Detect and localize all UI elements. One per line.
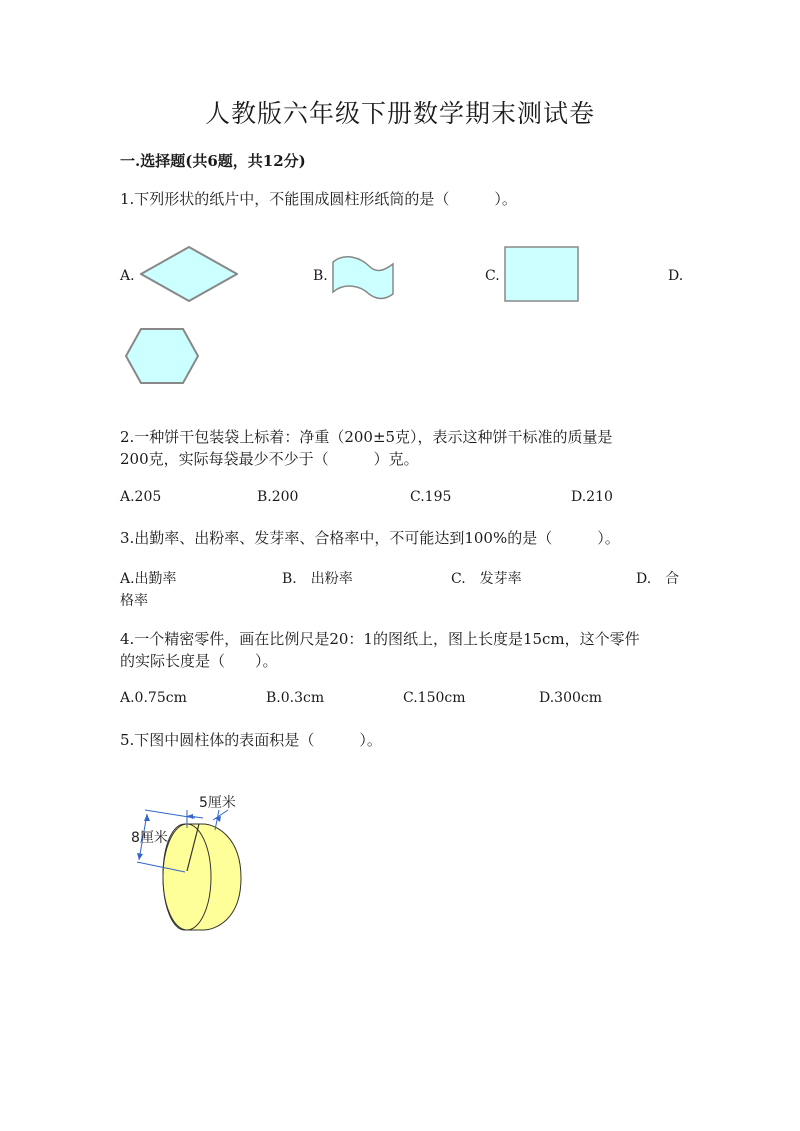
q4-option-b: B.0.3cm (266, 690, 325, 706)
question-4-line-1: 4.一个精密零件，画在比例尺是20：1的图纸上，图上长度是15cm，这个零件 (120, 630, 640, 648)
q1-option-c-label: C. (485, 268, 500, 284)
radius-label: 8厘米 (131, 830, 168, 846)
question-4-line-2: 的实际长度是（ ）。 (120, 652, 278, 670)
q2-option-b: B.200 (257, 489, 299, 505)
q1-option-d-label: D. (668, 268, 684, 284)
hexagon-figure (124, 327, 200, 385)
q3-option-d-continued: 格率 (120, 593, 148, 609)
question-3-text: 3.出勤率、出粉率、发芽率、合格率中，不可能达到100%的是（ ）。 (120, 529, 620, 547)
q2-option-c: C.195 (410, 489, 452, 505)
question-1-text: 1.下列形状的纸片中，不能围成圆柱形纸筒的是（ ）。 (120, 190, 517, 208)
q2-option-d: D.210 (571, 489, 613, 505)
q3-option-d: D. 合 (636, 571, 680, 587)
wavy-paper-figure (331, 256, 395, 302)
question-5-text: 5.下图中圆柱体的表面积是（ ）。 (120, 731, 382, 749)
question-2-line-1: 2.一种饼干包装袋上标着：净重（200±5克），表示这种饼干标准的质量是 (120, 428, 613, 446)
q4-option-a: A.0.75cm (120, 690, 187, 706)
q3-option-b: B. 出粉率 (282, 571, 353, 587)
page-title: 人教版六年级下册数学期末测试卷 (204, 99, 595, 128)
rhombus-figure (140, 246, 238, 302)
section-heading: 一.选择题(共6题，共12分) (120, 152, 306, 170)
q2-option-a: A.205 (120, 489, 162, 505)
q1-option-b-label: B. (313, 268, 328, 284)
rectangle-figure (504, 246, 579, 302)
width-label: 5厘米 (199, 795, 236, 811)
q3-option-c: C. 发芽率 (451, 571, 522, 587)
q1-option-a-label: A. (120, 268, 135, 284)
question-2-line-2: 200克，实际每袋最少不少于（ ）克。 (120, 450, 419, 468)
q4-option-c: C.150cm (403, 690, 466, 706)
q3-option-a: A.出勤率 (120, 571, 177, 587)
q4-option-d: D.300cm (539, 690, 603, 706)
